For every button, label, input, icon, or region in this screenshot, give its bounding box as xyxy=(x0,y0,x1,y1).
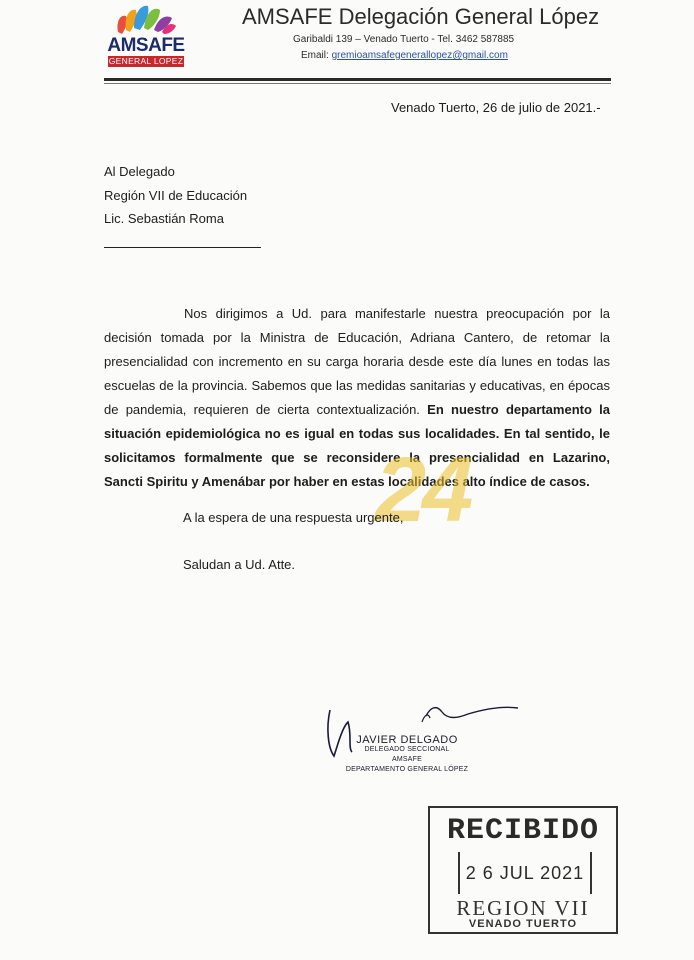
closing-line-1: A la espera de una respuesta urgente, xyxy=(183,510,404,525)
recipient-line-1: Al Delegado xyxy=(104,164,175,179)
received-stamp xyxy=(428,806,618,934)
signature-block xyxy=(344,735,470,775)
stamp-region: REGION VII xyxy=(456,896,590,920)
amsafe-logo xyxy=(104,2,188,68)
stamp-date-box xyxy=(458,852,592,894)
stamp-date: 2 6 JUL 2021 xyxy=(465,863,585,883)
signer-department: DEPARTAMENTO GENERAL LÓPEZ xyxy=(345,766,469,773)
logo-wordmark: AMSAFE xyxy=(107,35,185,56)
signer-org: AMSAFE xyxy=(392,756,422,763)
organization-name: AMSAFE Delegación General López xyxy=(242,4,600,29)
hands-emblem-icon xyxy=(114,2,178,36)
organization-email-line xyxy=(301,50,508,61)
organization-address: Garibaldi 139 – Venado Tuerto - Tel. 3462 587885 xyxy=(293,34,515,45)
body-paragraph-regular: Nos dirigimos a Ud. para manifestarle nuestra preocupación por la decisión tomada por la Ministra de Educación, Adriana Cantero, de retomar la presencialidad con incremento en su carga horaria desde este día lunes en todas las escuelas de la provincia. Sabemos que las medidas sanitarias y educativas, en épocas de pandemia, requieren de cierta contextualización. xyxy=(104,306,610,417)
header-divider xyxy=(104,78,611,81)
closing-line-2: Saludan a Ud. Atte. xyxy=(183,557,296,572)
signer-name: JAVIER DELGADO xyxy=(356,734,458,746)
signer-role: DELEGADO SECCIONAL xyxy=(364,746,450,753)
watermark-24: 24 xyxy=(375,439,470,541)
header-divider-thin xyxy=(104,83,611,84)
email-label: Email: xyxy=(301,50,329,61)
letter-body xyxy=(104,302,610,494)
logo-subtext: GENERAL LOPEZ xyxy=(108,56,184,66)
email-link[interactable]: gremioamsafegenerallopez@gmail.com xyxy=(331,50,508,61)
letter-date: Venado Tuerto, 26 de julio de 2021.- xyxy=(391,100,601,115)
body-paragraph-bold: En nuestro departamento la situación epidemiológica no es igual en todas sus localidades. En tal sentido, le solicitamos formalmente que se reconsidere la presencialidad en Lazarino, Sancti Spiritu y Amenábar por haber en estas localidades alto índice de casos. xyxy=(104,402,610,489)
recipient-underline xyxy=(104,247,261,248)
recipient-line-3: Lic. Sebastián Roma xyxy=(104,211,224,226)
stamp-title: RECIBIDO xyxy=(446,814,600,848)
stamp-city: VENADO TUERTO xyxy=(468,918,578,930)
recipient-line-2: Región VII de Educación xyxy=(104,188,248,203)
